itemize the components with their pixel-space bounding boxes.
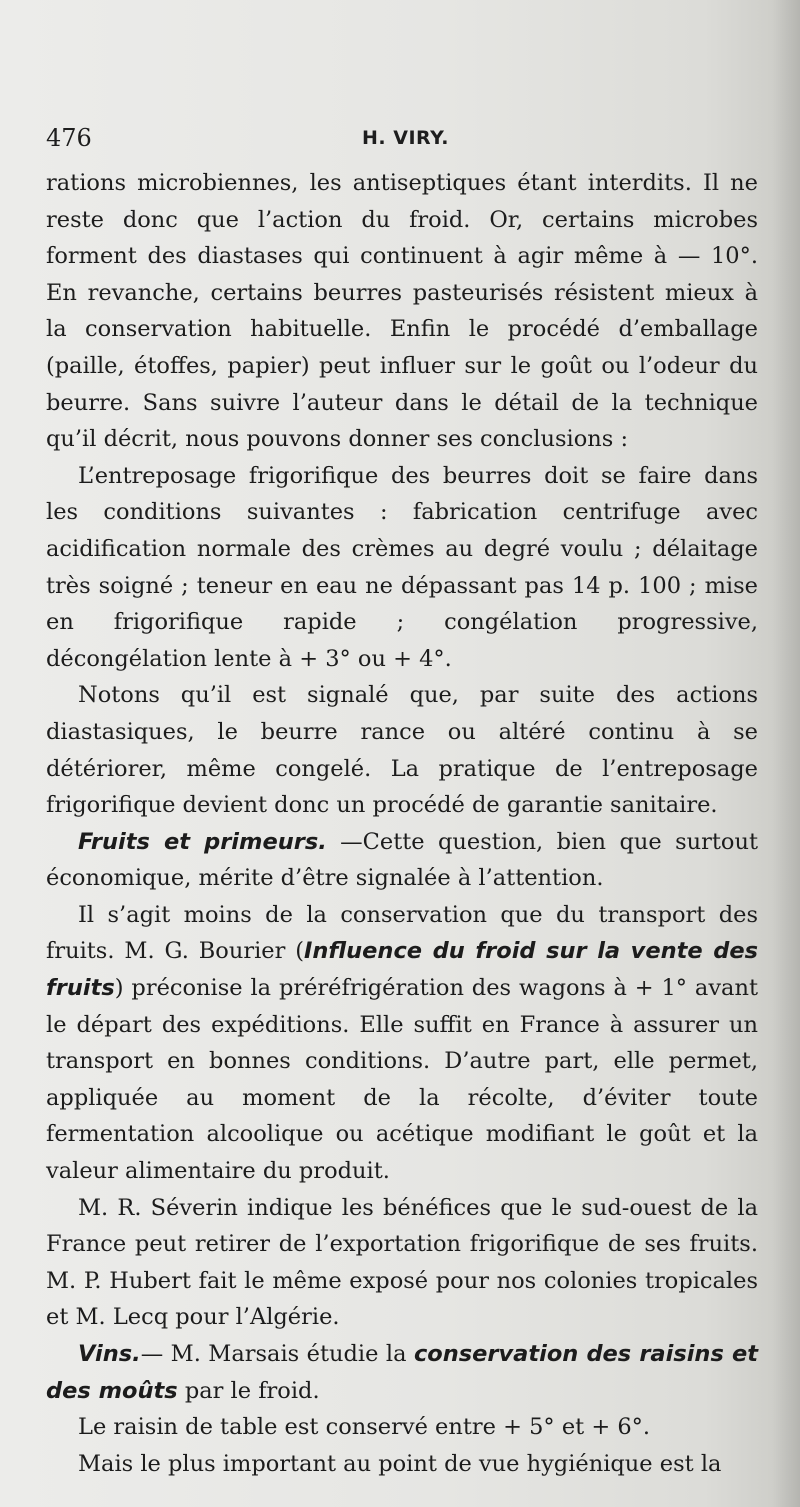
section-heading-fruits: Fruits et primeurs. [78, 828, 327, 855]
paragraph-fruits [46, 824, 758, 897]
paragraph-5 [46, 897, 758, 1190]
section-heading-vins: Vins. [78, 1341, 141, 1367]
cited-title-marsais: conservation des raisins et des moûts [46, 1341, 758, 1404]
running-head: H. VIRY. [362, 127, 449, 149]
page-edge-shadow [772, 0, 800, 1507]
paragraph-vins-text-b: par le froid. [177, 1377, 320, 1404]
paragraph-6: M. R. Séverin indique les bénéfices que le sud-ouest de la France peut retirer de l’exportation frigorifique de ses fruits. M. P. Hubert fait le même exposé pour nos colonies tropicales et M. Lecq pour l’Algérie. [46, 1194, 758, 1331]
paragraph-5-text-b: ) préconise la préréfrigération des wagons à + 1° avant le départ des expéditions. Elle suffit en France à assurer un transport en bonnes conditions. D’autre part, elle permet, appliquée au moment de la récolte, d’éviter toute fermentation alcoolique ou acétique modifiant le goût et la valeur alimentaire du produit. [46, 975, 758, 1185]
page-number: 476 [46, 124, 92, 152]
paragraph-vins-text-a: — M. Marsais étudie la [140, 1341, 414, 1367]
paragraph-2: L’entreposage frigorifique des beurres doit se faire dans les conditions suivantes : fabrication centrifuge avec acidification normale des crèmes au degré voulu ; délaitage très soigné ; teneur en eau ne dépassant pas 14 p. 100 ; mise en frigorifique rapide ; congélation progressive, décongélation lente à + 3° ou + 4°. [46, 462, 758, 672]
paragraph-vins [46, 1336, 758, 1409]
paragraph-8: Le raisin de table est conservé entre + 5° et + 6°. [78, 1414, 651, 1441]
paragraph-5-text-a: Il s’agit moins de la conservation que du transport des fruits. M. G. Bourier ( [46, 901, 758, 965]
paragraph-9: Mais le plus important au point de vue hygiénique est la [78, 1450, 722, 1477]
cited-title-bourier: Influence du froid sur la vente des fruits [46, 938, 758, 1002]
paragraph-1: rations microbiennes, les antiseptiques étant interdits. Il ne reste donc que l’action du froid. Or, certains microbes forment des diastases qui continuent à agir même à — 10°. En revanche, certains beurres pasteurisés résistent mieux à la conservation habituelle. Enfin le procédé d’emballage (paille, étoffes, papier) peut influer sur le goût ou l’odeur du beurre. Sans suivre l’auteur dans le détail de la technique qu’il décrit, nous pouvons donner ses conclusions : [46, 170, 758, 453]
paragraph-fruits-text: —Cette question, bien que surtout économique, mérite d’être signalée à l’attention. [46, 828, 758, 892]
body-text [46, 165, 758, 1482]
paragraph-3: Notons qu’il est signalé que, par suite des actions diastasiques, le beurre rance ou altéré continu à se détériorer, même congelé. La pratique de l’entreposage frigorifique devient donc un procédé de garantie sanitaire. [46, 682, 758, 819]
page-header [46, 124, 754, 154]
